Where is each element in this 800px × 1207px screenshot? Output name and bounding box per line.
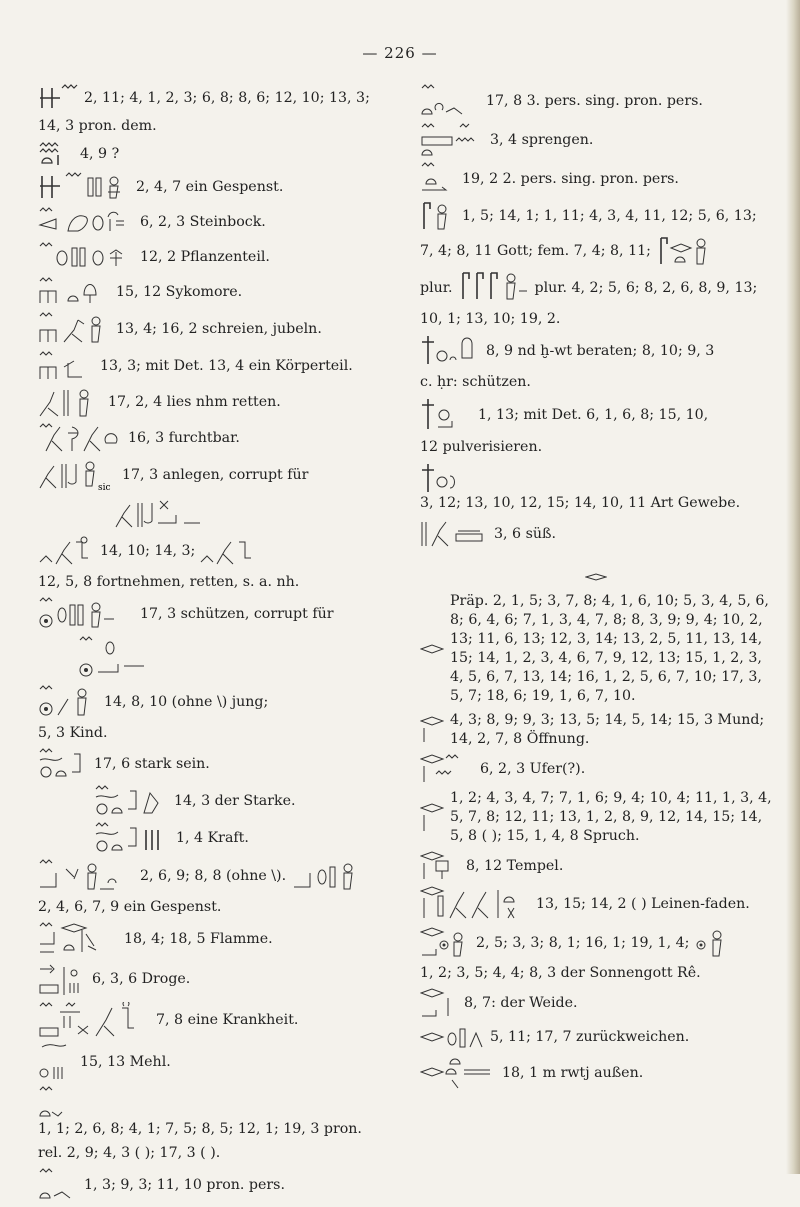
hieroglyph-gods-icon [459,271,529,305]
hieroglyph-ghost-icon [38,172,130,202]
entry-l24 [38,961,383,997]
entry-r6 [420,271,772,305]
hieroglyph-counsel-icon [420,334,480,368]
hieroglyph-strong-icon [38,748,88,780]
hieroglyph-relative-icon [38,1086,66,1120]
entry-l3 [38,141,383,167]
entry-text: 4, 3; 8, 9; 9, 3; 13, 5; 14, 5, 14; 15, 3 Mund; 14, 2, 7, 8 Öffnung. [450,712,765,747]
entry-text: 6, 2, 3 Steinbock. [140,213,266,230]
hieroglyph-jubilating-man-icon [38,312,110,346]
entry-r13 [420,518,772,550]
left-column [38,78,383,1207]
entry-text: 1, 2; 4, 3, 4, 7; 7, 1, 6; 9, 4; 10, 4; 11, 1, 3, 4, 5, 7, 8; 12, 11; 13, 1, 2, 8, 9, 12, 14, 15; 14, 5, 8 ( ); 15, 1, 4, 8 Spruch. [450,790,772,844]
entry-l25 [38,1002,383,1038]
section-divider-icon [585,568,607,576]
entry-r17 [420,789,772,846]
entry-l7 [38,277,383,307]
hieroglyph-rescue-icon [38,386,102,418]
entry-text: 17, 3 schützen, corrupt für [140,605,334,622]
page-edge-shadow [786,0,800,1174]
entry-l1 [38,84,383,112]
entry-text: 17, 8 3. pers. sing. pron. pers. [486,92,703,109]
hieroglyph-protect-icon [38,597,134,631]
entry-r3 [420,162,772,196]
entry-r22 [420,988,772,1018]
entry-l5 [38,207,383,237]
entry-r21 [420,964,772,983]
hieroglyph-strong-one-icon [94,785,168,817]
entry-l28 [38,1144,383,1163]
entry-r23 [420,1023,772,1051]
hieroglyph-drug-icon [38,961,86,997]
entry-r14 [420,592,772,706]
entry-r20 [420,927,772,959]
entry-l18 [38,748,383,780]
entry-l11 [38,423,383,453]
hieroglyph-pulverize-icon [420,397,472,433]
entry-l12 [38,458,383,492]
entry-r5 [420,236,772,266]
entry-text: 5, 11; 17, 7 zurückweichen. [490,1028,690,1045]
entry-text: 15, 12 Sykomore. [116,283,243,300]
entry-r1 [420,84,772,118]
entry-text: 2, 11; 4, 1, 2, 3; 6, 8; 8, 6; 12, 10; 13, 3; [84,89,370,106]
entry-r2 [420,123,772,157]
entry-r9 [420,373,772,392]
entry-l4 [38,172,383,202]
entry-l9 [38,351,383,381]
hieroglyph-retreat-icon [420,1023,484,1051]
entry-text: 12 pulverisieren. [420,439,543,455]
entry-l22 [38,898,383,917]
entry-r12 [420,462,772,513]
page-number: — 226 — [362,44,438,62]
hieroglyph-force-icon [94,822,170,854]
entry-l2 [38,117,383,136]
hieroglyph-goddess-icon [657,236,713,266]
entry-text: 17, 2, 4 lies nhm retten. [108,393,281,410]
hieroglyph-linen-icon [420,886,530,922]
entry-text: 13, 3; mit Det. 13, 4 ein Körperteil. [100,357,353,374]
hieroglyph-second-person-icon [420,162,456,196]
entry-text: 14, 10; 14, 3; [100,542,196,559]
hieroglyph-body-part-icon [38,351,94,381]
entry-l6 [38,242,383,272]
entry-text: 13, 15; 14, 2 ( ) Leinen-faden. [536,895,750,912]
entry-text: 14, 3 der Starke. [174,792,296,809]
entry-l17 [38,724,383,743]
entry-text: 8, 12 Tempel. [466,857,564,874]
entry-r16 [420,754,772,784]
hieroglyph-pronoun-icon [38,1168,78,1202]
hieroglyph-specter-alt-icon [292,859,362,893]
entry-text: 1, 3; 9, 3; 11, 10 pron. pers. [84,1176,285,1193]
entry-l15b [38,636,383,680]
entry-text: 7, 8 eine Krankheit. [156,1011,299,1028]
entry-text: 5, 3 Kind. [38,725,108,741]
entry-text: 2, 4, 6, 7, 9 ein Gespenst. [38,899,222,915]
entry-text: plur. 4, 2; 5, 6; 8, 2, 6, 8, 9, 13; [534,279,758,296]
hieroglyph-disease-icon [38,1002,150,1038]
entry-text: 6, 2, 3 Ufer(?). [480,760,586,777]
entry-text: 3, 6 süß. [494,525,556,542]
hieroglyph-outside-icon [420,1056,496,1090]
entry-text: 4, 9 ? [80,145,120,162]
entry-l10 [38,386,383,418]
entry-l26 [38,1043,383,1081]
entry-text: 12, 5, 8 fortnehmen, retten, s. a. nh. [38,574,300,590]
entry-text: 18, 1 m rwtj außen. [502,1064,644,1081]
entry-l20 [38,822,383,854]
hieroglyph-retten-b-icon [199,534,259,568]
entry-r24 [420,1056,772,1090]
entry-text: 1, 2; 3, 5; 4, 4; 8, 3 der Sonnengott Rê. [420,965,701,981]
entry-text: 18, 4; 18, 5 Flamme. [124,930,273,947]
hieroglyph-water-icon [38,141,74,167]
entry-r4 [420,201,772,231]
hieroglyph-correction-icon [114,497,204,529]
entry-l13 [38,534,383,568]
hieroglyph-plant-icon [38,242,134,272]
entry-r10 [420,397,772,433]
entry-l12b [38,497,383,529]
entry-text: 3, 12; 13, 10, 12, 15; 14, 10, 11 Art Gewebe. [420,495,741,511]
entry-text: 2, 6, 9; 8, 8 (ohne \). [140,867,287,884]
hieroglyph-apply-icon [38,458,116,492]
hieroglyph-mouth-icon [420,716,444,744]
entry-text: 14, 3 pron. dem. [38,118,157,134]
entry-r18 [420,851,772,881]
hieroglyph-spell-icon [420,803,444,833]
entry-text: 3, 4 sprengen. [490,131,594,148]
entry-l16 [38,685,383,719]
entry-text: 1, 4 Kraft. [176,829,249,846]
entry-l21 [38,859,383,893]
entry-r11 [420,438,772,457]
hieroglyph-protect-alt-icon [78,636,168,680]
entry-r15 [420,711,772,749]
hieroglyph-god-icon [420,201,456,231]
hieroglyph-sprinkle-icon [420,123,484,157]
hieroglyph-fear-icon [38,423,122,453]
entry-r19 [420,886,772,922]
entry-text: 1, 1; 2, 6, 8; 4, 1; 7, 5; 8, 5; 12, 1; 19, 3 pron. [38,1121,362,1137]
entry-text: 19, 2 2. pers. sing. pron. pers. [462,170,679,187]
entry-l27 [38,1086,383,1139]
entry-l8 [38,312,383,346]
hieroglyph-re-icon [420,927,470,959]
entry-text: 2, 4, 7 ein Gespenst. [136,178,284,195]
entry-text: 16, 3 furchtbar. [128,429,240,446]
entry-text: 17, 3 anlegen, corrupt für [122,466,309,483]
right-column [420,78,772,1095]
entry-text: 8, 7: der Weide. [464,994,578,1011]
plural-label: plur. [420,279,453,296]
hieroglyph-sycamore-icon [38,277,110,307]
entry-l19 [38,785,383,817]
entry-text: 1, 13; mit Det. 6, 1, 6, 8; 15, 10, [478,406,709,423]
entry-text: 15, 13 Mehl. [80,1053,171,1070]
entry-text: 17, 6 stark sein. [94,755,210,772]
entry-text: 14, 8, 10 (ohne \) jung; [104,693,269,710]
entry-text: 7, 4; 8, 11 Gott; fem. 7, 4; 8, 11; [420,242,651,259]
entry-text: 12, 2 Pflanzenteil. [140,248,270,265]
entry-l14 [38,573,383,592]
entry-l23 [38,922,383,956]
hieroglyph-sweet-icon [420,518,488,550]
hieroglyph-specter-icon [38,859,134,893]
entry-r8 [420,334,772,368]
entry-l29 [38,1168,383,1202]
entry-text: 8, 9 nd ḫ-wt beraten; 8, 10; 9, 3 [486,342,715,359]
entry-r7 [420,310,772,329]
hieroglyph-mouth-r-icon [420,644,444,654]
hieroglyph-retten-a-icon [38,534,94,568]
hieroglyph-re-alt-icon [695,927,727,959]
hieroglyph-fabric-icon [420,462,460,494]
entry-text: rel. 2, 9; 4, 3 ( ); 17, 3 ( ). [38,1145,221,1161]
entry-text: c. ḥr: schützen. [420,374,531,390]
hieroglyph-tethering-icon [38,84,78,112]
svg-text:sic: sic [98,483,111,492]
entry-text: 10, 1; 13, 10; 19, 2. [420,311,561,327]
entry-text: 13, 4; 16, 2 schreien, jubeln. [116,320,322,337]
entry-l15 [38,597,383,631]
entry-text: Präp. 2, 1, 5; 3, 7, 8; 4, 1, 6, 10; 5, 3, 4, 5, 6, 8; 6, 4, 6; 7, 1, 3, 4, 7, 8; 8, 3, 9; 9, 4; 10, 2, 13; 11, 6, 13; 12, 3, 14; 13, 2, 5, 11, 13, 14, 15; 14, 1, 2, 3, 4, 6, 7, 9, 12, 13; 15, 1, 2, 3, 4, 5, 6, 7, 13, 14; 16, 1, 2, 5, 6, 7, 10; 17, 3, 5, 7; 18, 6; 19, 1, 6, 7, 10. [450,593,769,704]
hieroglyph-pasture-icon [420,988,458,1018]
hieroglyph-temple-icon [420,851,460,881]
hieroglyph-flame-icon [38,922,118,956]
entry-text: 2, 5; 3, 3; 8, 1; 16, 1; 19, 1, 4; [476,934,690,951]
hieroglyph-ibex-icon [38,207,134,237]
entry-text: 1, 5; 14, 1; 1, 11; 4, 3, 4, 11, 12; 5, 6, 13; [462,207,757,224]
hieroglyph-young-icon [38,685,98,719]
entry-text: 6, 3, 6 Droge. [92,970,191,987]
hieroglyph-shore-icon [420,754,474,784]
hieroglyph-flour-icon [38,1043,74,1081]
hieroglyph-third-person-icon [420,84,480,118]
